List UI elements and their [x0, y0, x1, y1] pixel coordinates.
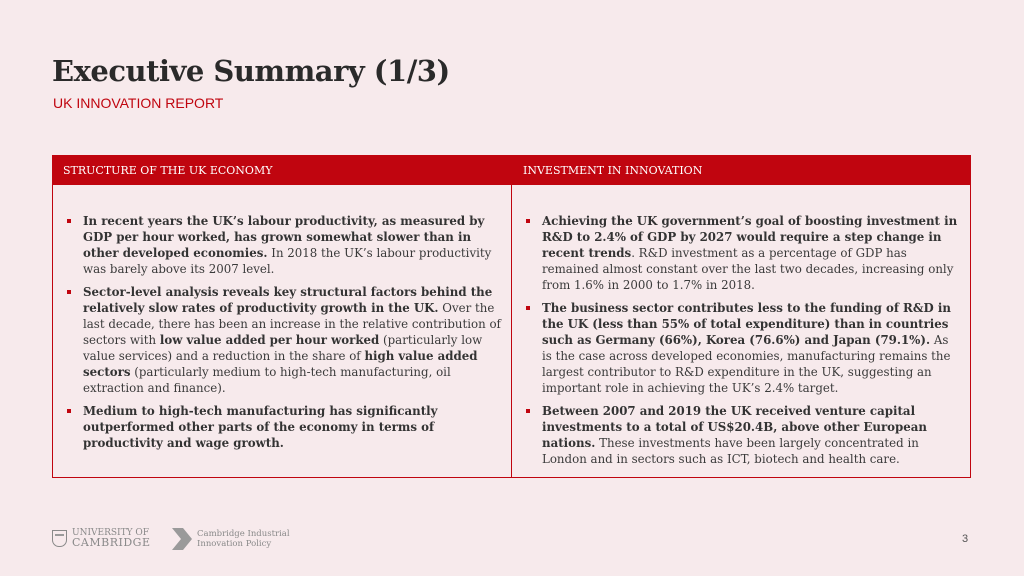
slide-subtitle: UK INNOVATION REPORT — [53, 95, 224, 111]
list-item — [65, 403, 503, 451]
bullet-bold-text: high value added sectors — [83, 349, 478, 379]
right-column — [524, 213, 960, 474]
page-number: 3 — [962, 533, 969, 545]
bullet-bold-text: Achieving the UK government’s goal of boosting investment in R&D to 2.4% of GDP by 2027 would require a step change in recent trends — [542, 214, 958, 260]
bullet-bold-text: Between 2007 and 2019 the UK received venture capital investments to a total of US$20.4B, above other European nations. — [542, 404, 928, 450]
left-column-header: STRUCTURE OF THE UK ECONOMY — [63, 164, 273, 177]
crest-icon — [52, 530, 67, 547]
bullet-text: As is the case across developed economies, manufacturing remains the largest contributor to R&D expenditure in the UK, suggesting an important role in achieving the UK’s 2.4% target. — [542, 333, 951, 395]
cip-line-2: Innovation Policy — [197, 539, 272, 549]
left-column — [65, 213, 503, 458]
list-item — [524, 213, 960, 293]
column-divider — [511, 185, 512, 477]
list-item — [65, 213, 503, 277]
list-item — [65, 284, 503, 396]
right-column-header: INVESTMENT IN INNOVATION — [523, 164, 703, 177]
chevron-logo-icon — [172, 528, 192, 550]
university-line-1: UNIVERSITY OF — [72, 528, 150, 538]
slide-title: Executive Summary (1/3) — [52, 54, 450, 88]
cip-name — [197, 529, 290, 549]
panel-header-bar — [53, 156, 970, 185]
university-line-2: CAMBRIDGE — [72, 536, 151, 549]
cip-line-1: Cambridge Industrial — [197, 529, 290, 539]
bullet-text: . R&D investment as a percentage of GDP has remained almost constant over the last two decades, increasing only from 1.6% in 2000 to 1.7% in 2018. — [542, 246, 954, 292]
list-item — [524, 403, 960, 467]
cip-logo — [172, 528, 290, 550]
bullet-bold-text: Sector-level analysis reveals key structural factors behind the relatively slow rates of productivity growth in the UK. — [83, 285, 493, 315]
bullet-text: Over the last decade, there has been an increase in the relative contribution of sectors with — [83, 301, 501, 347]
university-logo — [52, 528, 150, 548]
bullet-text: In 2018 the UK’s labour productivity was barely above its 2007 level. — [83, 246, 492, 276]
bullet-bold-text: The business sector contributes less to the funding of R&D in the UK (less than 55% of total expenditure) than in countries such as Germany (66%), Korea (76.6%) and Japan (79.1%). — [542, 301, 951, 347]
bullet-text: (particularly medium to high-tech manufacturing, oil extraction and finance). — [83, 365, 451, 395]
summary-panel — [52, 155, 971, 478]
bullet-bold-text: low value added per hour worked — [159, 333, 380, 347]
university-name — [72, 528, 150, 548]
bullet-bold-text: In recent years the UK’s labour productivity, as measured by GDP per hour worked, has grown somewhat slower than in other developed economies. — [83, 214, 485, 260]
bullet-bold-text: Medium to high-tech manufacturing has significantly outperformed other parts of the economy in terms of productivity and wage growth. — [83, 404, 438, 450]
list-item — [524, 300, 960, 396]
bullet-text: (particularly low value services) and a reduction in the share of — [83, 333, 483, 363]
bullet-text: These investments have been largely concentrated in London and in sectors such as ICT, biotech and health care. — [542, 436, 919, 466]
